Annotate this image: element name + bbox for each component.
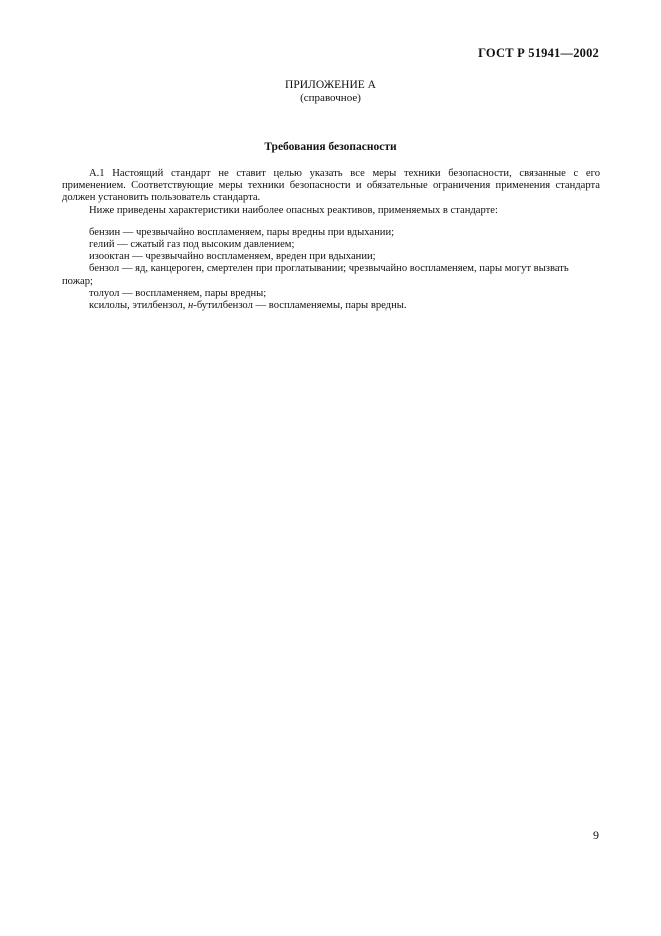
- annex-subtitle: (справочное): [300, 92, 361, 104]
- list-item-italic: н: [188, 300, 194, 312]
- section-title: Требования безопасности: [264, 141, 397, 153]
- list-item: бензин — чрезвычайно воспламеняем, пары вредны при вдыхании;: [89, 226, 395, 238]
- list-item: изооктан — чрезвычайно воспламеняем, вреден при вдыхании;: [89, 251, 376, 263]
- list-item-prefix: ксилолы, этилбензол,: [89, 300, 189, 312]
- body-text: [62, 168, 600, 312]
- list-item: гелий — сжатый газ под высоким давлением;: [89, 239, 295, 251]
- paragraph-a1: А.1 Настоящий стандарт не ставит целью указать все меры техники безопасности, связанные с его применением. Соответствующие меры техники безопасности и обязательные ограничения применения стандарта должен установить пользователь стандарта.: [62, 168, 600, 204]
- hazard-list: [62, 227, 600, 312]
- list-item-suffix: -бутилбензол — воспламеняемы, пары вредны.: [193, 300, 407, 312]
- list-item: [62, 300, 600, 312]
- paragraph-intro-list: Ниже приведены характеристики наиболее опасных реактивов, применяемых в стандарте:: [89, 204, 498, 216]
- annex-title: ПРИЛОЖЕНИЕ А: [285, 79, 376, 91]
- document-code: ГОСТ Р 51941—2002: [478, 46, 599, 60]
- page-number: 9: [593, 828, 599, 842]
- list-item: толуол — воспламеняем, пары вредны;: [89, 287, 267, 299]
- list-item: бензол — яд, канцероген, смертелен при проглатывании; чрезвычайно воспламеняем, пары могут вызвать пожар;: [62, 263, 569, 287]
